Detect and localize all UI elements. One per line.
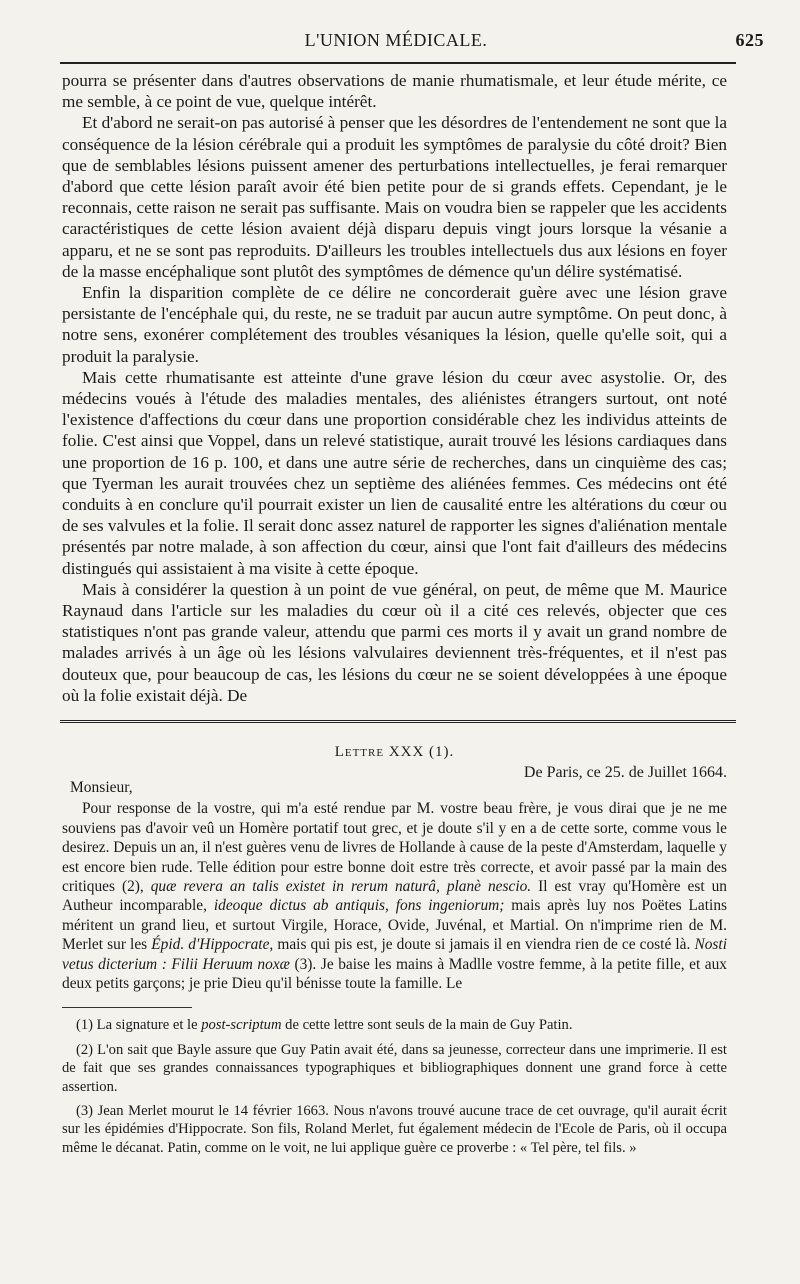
footnote-italic: post-scriptum [201,1017,282,1034]
letter-text: Il est vray qu'Homère est un Autheur incomparable, [62,877,727,915]
page-number: 625 [735,30,764,50]
footnote: (3) Jean Merlet mourut le 14 février 1663. Nous n'avons trouvé aucune trace de cet ouvrage, qu'il aurait écrit sur les épidémies d'Hippocrate. Son fils, Roland Merlet, fut également médecin de l'Ecole de Paris, où il occupa même le décanat. Patin, comme on le voit, ne lui applique guère ce proverbe : « Tel père, tel fils. » [62,1103,727,1156]
letter-text: mais après luy nos Poëtes Latins méritent un grand lieu, et surtout Virgile, Horace, Ovide, Juvénal, et Martial. On n'imprime rien de M. Merlet sur les [62,897,728,954]
book-title: Épid. d'Hippocrate, [151,936,274,954]
letter-dateline: De Paris, ce 25. de Juillet 1664. [523,763,727,781]
footnote: (2) L'on sait que Bayle assure que Guy Patin avait été, dans sa jeunesse, correcteur dans une imprimerie. Il est de fait que ses grandes connaissances typographiques et bibliographiques donnent une grand force à cette assertion. [62,1041,727,1095]
article-paragraph: Et d'abord ne serait-on pas autorisé à penser que les désordres de l'entendement ne sont que la conséquence de la lésion cérébrale qui a produit les symptômes de paralysie du côté droit? Bien que de semblables lésions puissent amener des perturbations intellectuelles, je ferai remarquer d'abord que cette lésion paraît avoir été bien petite pour de si grands effets. Cependant, je le reconnais, cette raison ne serait pas suffisante. Mais on voudra bien se rappeler que les accidents caractéristiques de cette lésion avaient déjà disparu depuis vingt jours lorsque la vésanie a apparu, et ne se sont pas reproduits. D'ailleurs les troubles intellectuels dus aux lésions en foyer de la masse encéphalique sont plutôt des symptômes de démence qu'un délire systématisé. [62,113,727,281]
header-rule [60,62,736,64]
letter-body [62,799,727,993]
footnote-text: (1) La signature et le [76,1017,198,1034]
journal-title: L'UNION MÉDICALE. [304,30,488,50]
latin-quote: Nosti vetus dicterium : Filii Heruum noxæ [62,936,727,973]
footnote [62,1016,727,1034]
article-body [62,70,727,706]
letter-section [62,743,727,993]
article-paragraph: Mais à considérer la question à un point de vue général, on peut, de même que M. Maurice Raynaud dans l'article sur les maladies du cœur où il a cité ces relevés, objecter que ces statistiques n'ont pas grande valeur, attendu que parmi ces morts il y avait un grand nombre de malades arrivés à un âge où les lésions valvulaires deviennent très-fréquentes, et il n'est pas douteux que, pour beaucoup de cas, les lésions du cœur ne se soient développées à une époque où la folie existait déjà. De [62,579,727,705]
letter-text: mais qui pis est, je doute si jamais il en viendra rien de ce costé là. [277,936,691,954]
letter-salutation: Monsieur, [70,778,133,796]
footnote-text: de cette lettre sont seuls de la main de Guy Patin. [285,1017,573,1034]
running-head [62,22,764,56]
letter-text: Pour response de la vostre, qui m'a esté rendue par M. vostre beau frère, je vous dirai que je ne me souviens pas d'avoir veû un Homère portatif tout grec, et je doute s'il y en a de cette sorte, comme vous le desirez. Depuis un an, il n'est guères venu de livres de Hollande à cause de la peste d'Amsterdam, laquelle y est encore bien rude. Telle édition pour estre bonne doit estre très correcte, et avoir passé par la main des critiques (2), [62,800,727,895]
section-separator [60,720,736,725]
article-paragraph: Enfin la disparition complète de ce délire ne concorderait guère avec une lésion grave persistante de l'encéphale qui, du reste, ne se traduit par aucun autre symptôme. On peut donc, à notre sens, exonérer complétement des troubles vésaniques la lésion, quelle qu'elle soit, qui a produit la paralysie. [62,283,727,366]
latin-quote: quæ revera an talis existet in rerum naturâ, planè nescio. [150,877,532,895]
letter-heading: Lettre XXX (1). [334,744,455,761]
letter-text: (3). Je baise les mains à Madlle vostre femme, à la petite fille, et aux deux petits garçons; je prie Dieu qu'il bénisse toute la famille. Le [62,955,727,992]
footnote-rule [62,1007,192,1008]
article-paragraph: pourra se présenter dans d'autres observations de manie rhumatismale, et leur étude mérite, ce me semble, à ce point de vue, quelque intérêt. [62,71,727,112]
article-paragraph: Mais cette rhumatisante est atteinte d'une grave lésion du cœur avec asystolie. Or, des médecins voués à l'étude des maladies mentales, des aliénistes étrangers surtout, ont noté l'existence d'affections du cœur dans une proportion considérable chez les individus atteints de folie. C'est ainsi que Voppel, dans un relevé statistique, aurait trouvé les lésions cardiaques dans une proportion de 16 p. 100, et dans une autre série de recherches, dans un cinquième des cas; que Tyerman les aurait trouvées chez un septième des aliénées femmes. Ces médecins ont été conduits à en conclure qu'il pourrait exister un lien de causalité entre les altérations du cœur ou de ses valvules et la folie. Il serait donc assez naturel de rapporter les signes d'aliénation mentale présentés par notre malade, à son affection du cœur, ainsi que l'ont fait d'ailleurs des médecins distingués qui assistaient à ma visite à cette époque. [62,367,727,578]
latin-quote: ideoque dictus ab antiquis, fons ingeniorum; [213,897,505,915]
footnotes [62,1016,727,1157]
